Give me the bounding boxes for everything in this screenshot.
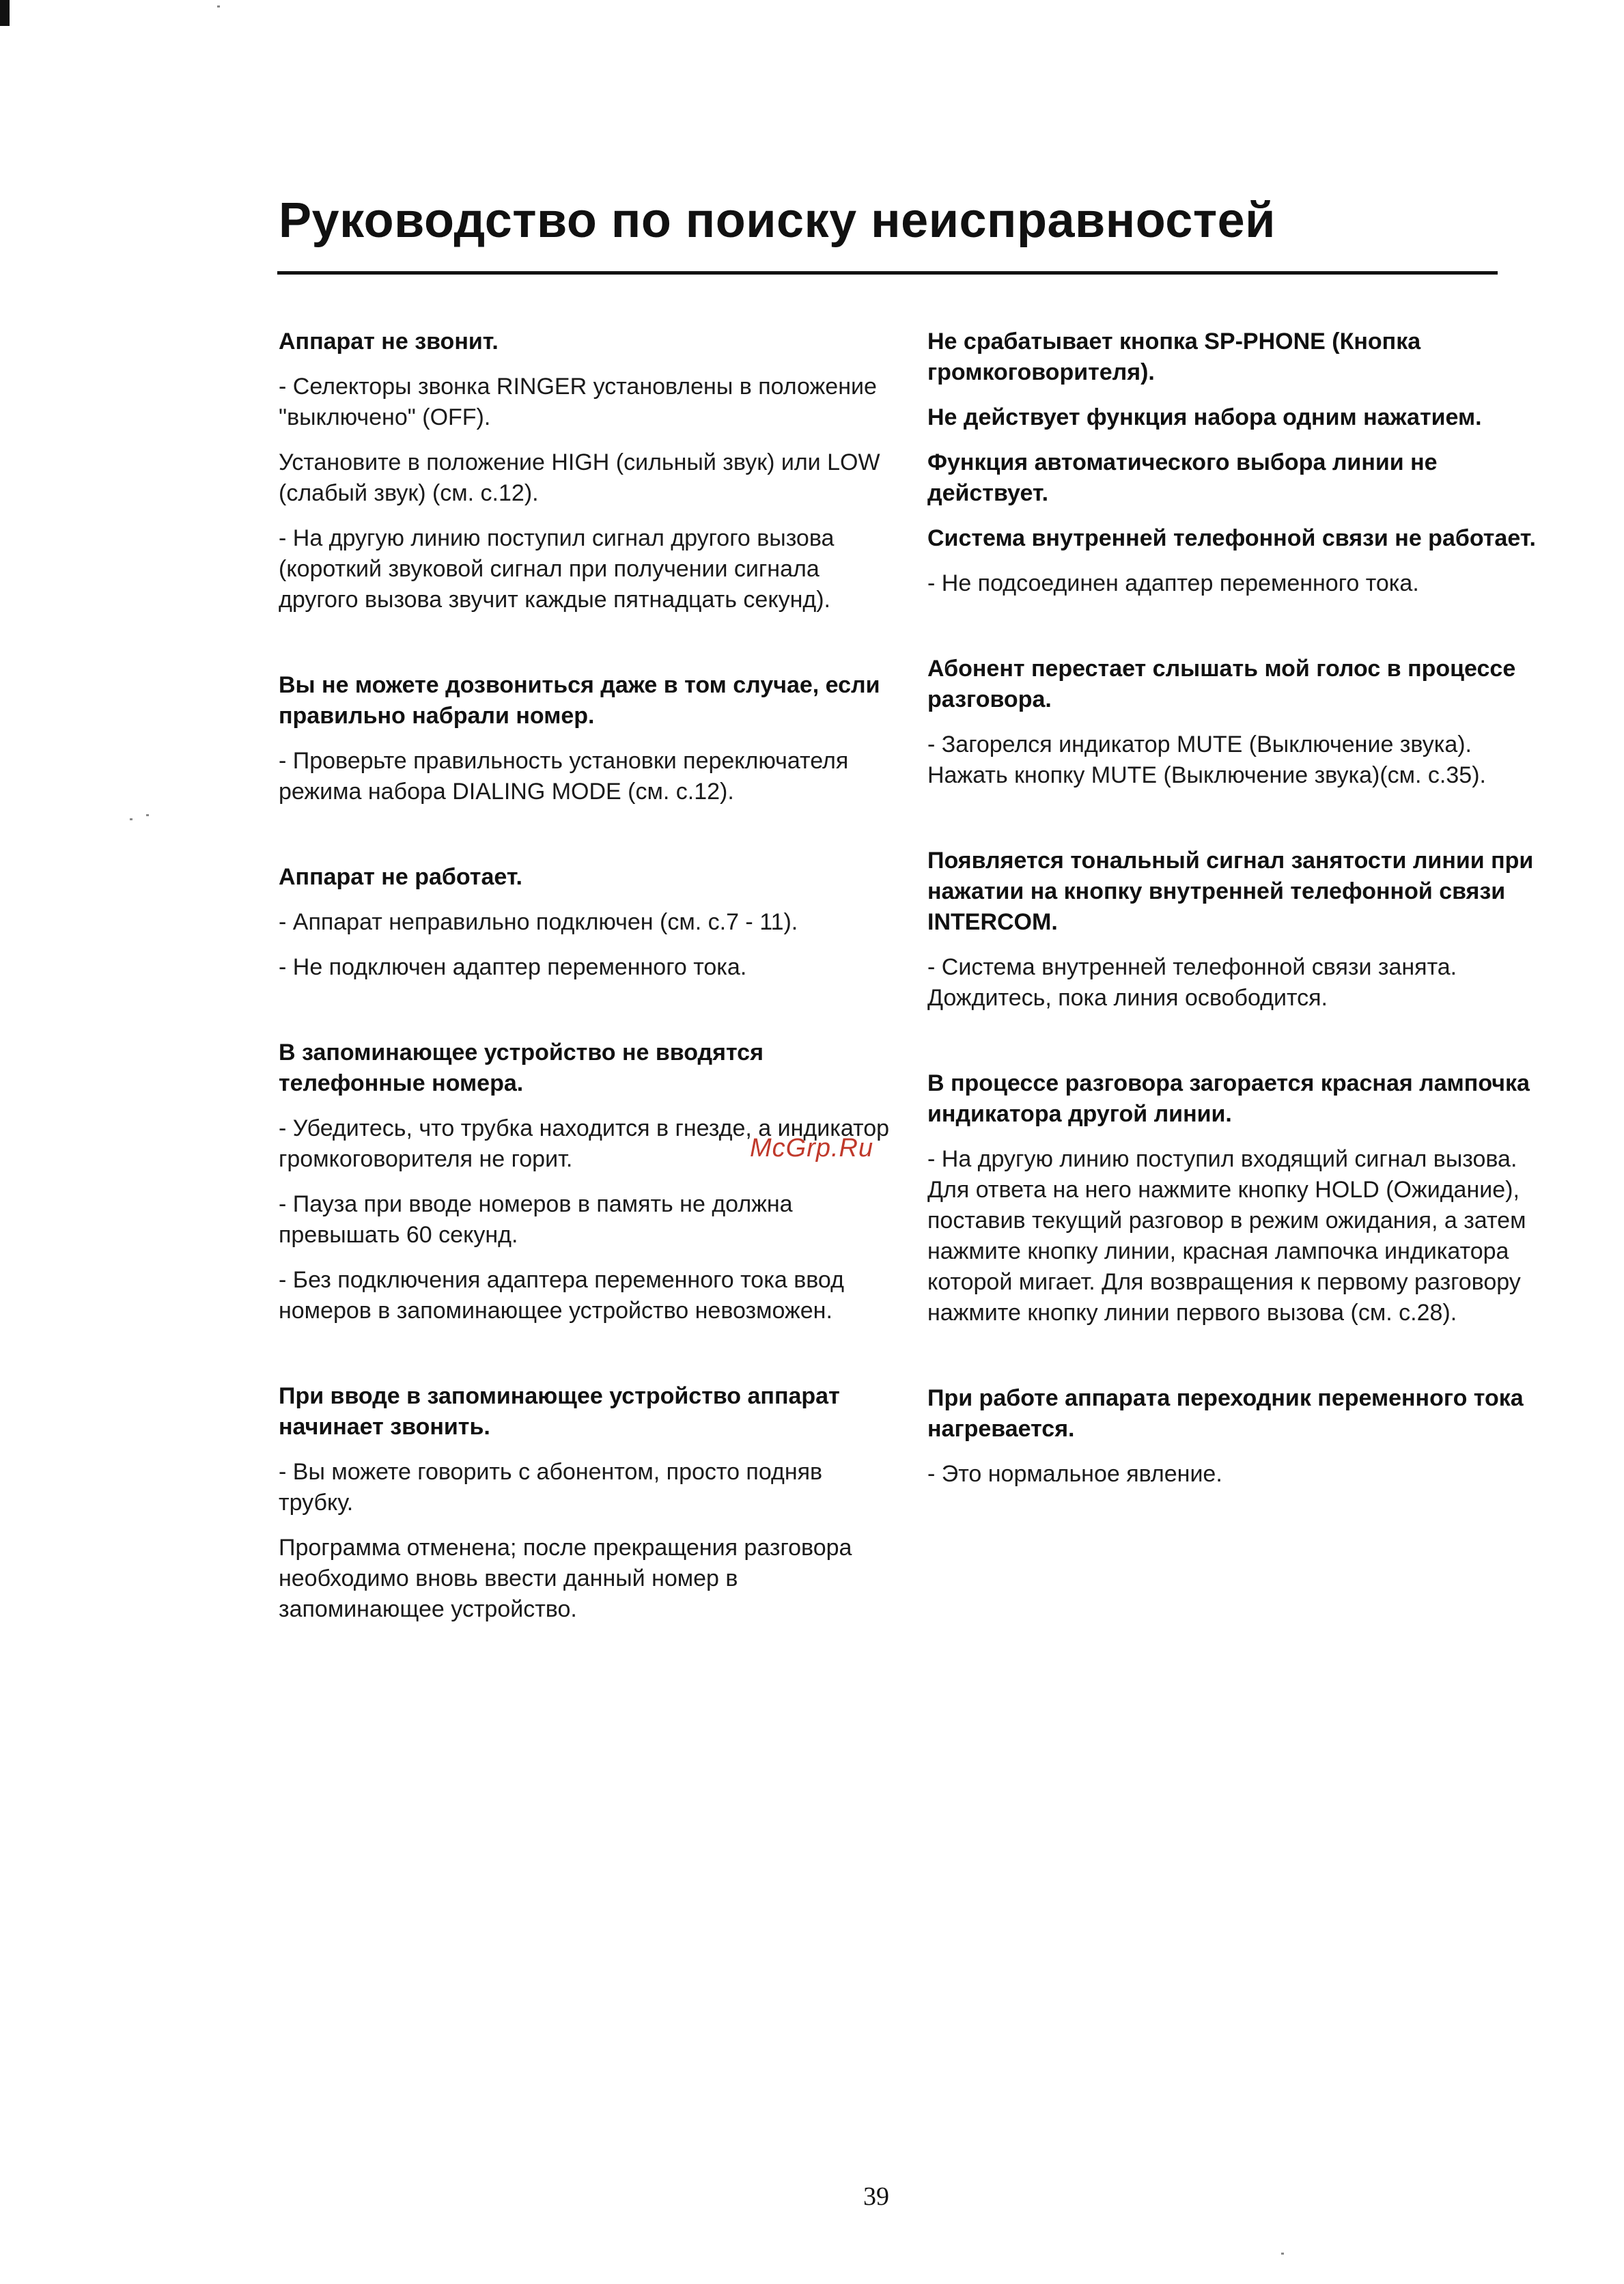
scan-speck: [130, 818, 132, 820]
section-text: - Загорелся индикатор MUTE (Выключение звука). Нажать кнопку MUTE (Выключение звука)(см. с.35).: [927, 732, 1486, 788]
section-cannot-dial: [279, 670, 893, 807]
section-rings-during-input: [279, 1381, 893, 1625]
section-memory-input: [279, 1037, 893, 1326]
section-text: - Не подсоединен адаптер переменного тока.: [927, 570, 1419, 596]
scan-speck: [217, 5, 220, 8]
section-heading: В запоминающее устройство не вводятся телефонные номера.: [279, 1040, 764, 1096]
section-text: - Вы можете говорить с абонентом, просто подняв трубку.: [279, 1459, 823, 1516]
section-heading: При работе аппарата переходник переменного тока нагревается.: [927, 1385, 1524, 1442]
section-text: - Система внутренней телефонной связи занята. Дождитесь, пока линия освободится.: [927, 954, 1457, 1011]
section-voice-lost: [927, 654, 1542, 791]
section-sp-phone: [927, 326, 1542, 599]
right-column: [927, 326, 1542, 1504]
section-text: Установите в положение HIGH (сильный звук) или LOW (слабый звук) (см. с.12).: [279, 449, 880, 506]
section-heading: Аппарат не работает.: [279, 864, 522, 890]
section-not-working: [279, 862, 893, 983]
section-text: - На другую линию поступил входящий сигнал вызова. Для ответа на него нажмите кнопку HOLD (Ожидание), поставив текущий разговор в режим ожидания, а затем нажмите кнопку линии, красная лампочка индикатора которой мигает. Для возвращения к первому разговору нажмите кнопку линии первого вызова (см. с.28).: [927, 1146, 1526, 1326]
section-text: - Не подключен адаптер переменного тока.: [279, 954, 747, 980]
section-busy-tone: [927, 846, 1542, 1014]
section-text: - Это нормальное явление.: [927, 1461, 1222, 1487]
section-text: - На другую линию поступил сигнал другого вызова (короткий звуковой сигнал при получении сигнала другого вызова звучит каждые пятнадцать секунд).: [279, 525, 835, 613]
section-text: - Проверьте правильность установки переключателя режима набора DIALING MODE (см. с.12).: [279, 748, 849, 805]
page-number: 39: [863, 2182, 889, 2211]
section-no-ring: [279, 326, 893, 615]
section-heading: Не срабатывает кнопка SP-PHONE (Кнопка громкоговорителя).: [927, 329, 1421, 385]
section-heading: Аппарат не звонит.: [279, 329, 499, 354]
scan-speck: [1281, 2253, 1284, 2255]
section-text: - Без подключения адаптера переменного тока ввод номеров в запоминающее устройство невозможен.: [279, 1267, 844, 1324]
section-text: - Убедитесь, что трубка находится в гнезде, а индикатор громкоговорителя не горит.: [279, 1115, 890, 1172]
section-text: - Аппарат неправильно подключен (см. с.7 - 11).: [279, 909, 798, 935]
left-column: [279, 326, 893, 1639]
section-heading: Появляется тональный сигнал занятости линии при нажатии на кнопку внутренней телефонной связи INTERCOM.: [927, 848, 1534, 935]
section-heading: При вводе в запоминающее устройство аппарат начинает звонить.: [279, 1383, 840, 1440]
section-heading: Система внутренней телефонной связи не работает.: [927, 525, 1536, 551]
section-heading: Функция автоматического выбора линии не действует.: [927, 449, 1438, 506]
scan-corner-mark: [0, 0, 10, 26]
watermark-text: McGrp.Ru: [750, 1134, 874, 1162]
scan-speck: [146, 814, 149, 816]
section-heading: В процессе разговора загорается красная лампочка индикатора другой линии.: [927, 1070, 1530, 1127]
section-text: Программа отменена; после прекращения разговора необходимо вновь ввести данный номер в запоминающее устройство.: [279, 1535, 852, 1622]
section-other-line-lamp: [927, 1068, 1542, 1328]
section-adapter-heats: [927, 1383, 1542, 1490]
section-heading: Не действует функция набора одним нажатием.: [927, 404, 1482, 430]
section-text: - Пауза при вводе номеров в память не должна превышать 60 секунд.: [279, 1191, 793, 1248]
section-text: - Селекторы звонка RINGER установлены в положение "выключено" (OFF).: [279, 374, 877, 430]
title-underline: [277, 271, 1498, 275]
page-title: Руководство по поиску неисправностей: [279, 193, 1276, 248]
section-heading: Вы не можете дозвониться даже в том случае, если правильно набрали номер.: [279, 672, 880, 729]
section-heading: Абонент перестает слышать мой голос в процессе разговора.: [927, 656, 1516, 712]
